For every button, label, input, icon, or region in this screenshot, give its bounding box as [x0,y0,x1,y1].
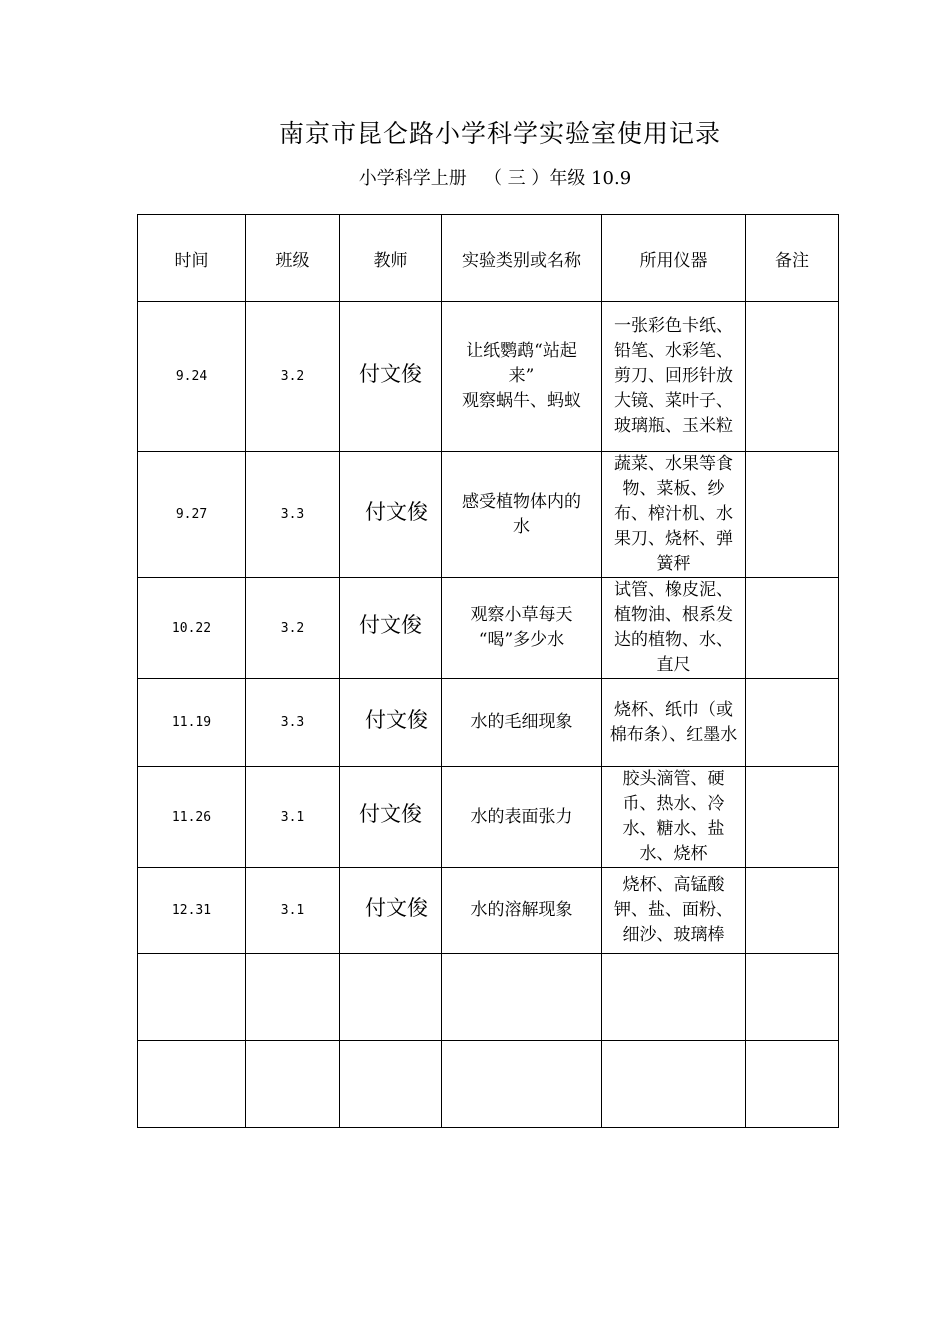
table-row [138,679,839,767]
note-cell [746,767,839,868]
header-teacher: 教师 [340,215,442,302]
teacher-name: 付文俊 [359,802,422,826]
header-class: 班级 [246,215,340,302]
header-experiment: 实验类别或名称 [442,215,602,302]
empty-cell [442,954,602,1041]
equipment-cell: 一张彩色卡纸、铅笔、水彩笔、剪刀、回形针放大镜、菜叶子、玻璃瓶、玉米粒 [602,302,746,452]
time-cell: 11.19 [138,679,246,767]
class-cell: 3.2 [246,578,340,679]
time-cell: 9.24 [138,302,246,452]
teacher-cell [340,302,442,452]
experiment-cell [442,302,602,452]
table-row [138,767,839,868]
experiment-line: 水 [513,516,530,537]
table-row [138,302,839,452]
empty-cell [746,1041,839,1128]
experiment-cell [442,578,602,679]
table-row [138,578,839,679]
experiment-cell [442,679,602,767]
empty-cell [602,954,746,1041]
experiment-line: 观察小草每天 [470,605,573,625]
header-equipment: 所用仪器 [602,215,746,302]
experiment-line: “喝”多少水 [478,630,565,650]
time-cell: 11.26 [138,767,246,868]
table-row [138,868,839,954]
empty-row [138,954,839,1041]
experiment-line: 来” [508,366,535,386]
teacher-cell [340,679,442,767]
empty-row [138,1041,839,1128]
experiment-line: 让纸鹦鹉“站起 [466,341,577,361]
class-cell: 3.3 [246,679,340,767]
time-cell: 10.22 [138,578,246,679]
equipment-cell: 烧杯、纸巾（或棉布条）、红墨水 [602,679,746,767]
note-cell [746,452,839,578]
experiment-line: 水的表面张力 [470,806,573,827]
empty-cell [138,954,246,1041]
empty-cell [746,954,839,1041]
empty-cell [442,1041,602,1128]
page-subtitle: 小学科学上册 （ 三 ）年级 10.9 [358,168,632,189]
experiment-cell [442,452,602,578]
equipment-cell: 蔬菜、水果等食物、菜板、纱布、榨汁机、水果刀、烧杯、弹簧秤 [602,452,746,578]
experiment-line: 水的毛细现象 [470,712,573,732]
header-time: 时间 [138,215,246,302]
note-cell [746,868,839,954]
empty-cell [246,1041,340,1128]
teacher-name: 付文俊 [359,613,422,637]
experiment-line: 水的溶解现象 [470,900,573,920]
table-row [138,452,839,578]
equipment-cell: 试管、橡皮泥、植物油、根系发达的植物、水、直尺 [602,578,746,679]
experiment-line: 感受植物体内的 [462,491,581,512]
teacher-name: 付文俊 [359,361,422,386]
usage-record-table [137,214,839,1128]
teacher-cell [340,767,442,868]
equipment-cell: 烧杯、高锰酸钾、盐、面粉、细沙、玻璃棒 [602,868,746,954]
header-row [138,215,839,302]
empty-cell [340,954,442,1041]
page-title: 南京市昆仑路小学科学实验室使用记录 [278,119,721,148]
experiment-cell [442,868,602,954]
time-cell: 9.27 [138,452,246,578]
class-cell: 3.1 [246,868,340,954]
experiment-cell [442,767,602,868]
empty-cell [246,954,340,1041]
teacher-name: 付文俊 [365,499,428,524]
class-cell: 3.2 [246,302,340,452]
teacher-name: 付文俊 [365,707,428,732]
class-cell: 3.1 [246,767,340,868]
equipment-cell: 胶头滴管、硬币、热水、冷水、糖水、盐水、烧杯 [602,767,746,868]
teacher-cell [340,578,442,679]
teacher-name: 付文俊 [365,895,428,920]
empty-cell [340,1041,442,1128]
note-cell [746,679,839,767]
note-cell [746,578,839,679]
time-cell: 12.31 [138,868,246,954]
empty-cell [138,1041,246,1128]
empty-cell [602,1041,746,1128]
class-cell: 3.3 [246,452,340,578]
teacher-cell [340,452,442,578]
header-note: 备注 [746,215,839,302]
note-cell [746,302,839,452]
teacher-cell [340,868,442,954]
experiment-line: 观察蜗牛、蚂蚁 [462,391,581,411]
